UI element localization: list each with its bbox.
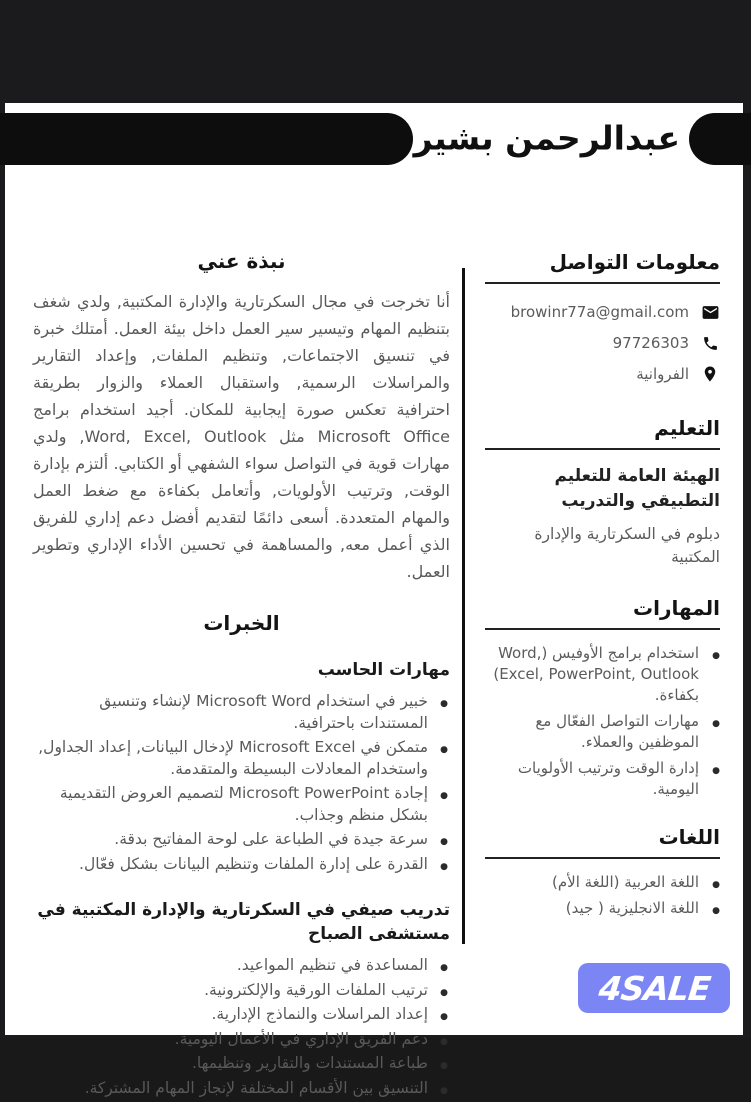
cv-paper bbox=[5, 103, 743, 1097]
contact-location-value: الفروانية bbox=[636, 365, 689, 383]
contact-email-value: browinr77a@gmail.com bbox=[510, 303, 689, 321]
content bbox=[5, 165, 743, 1102]
section-languages bbox=[485, 826, 720, 919]
experience-computer-skills bbox=[33, 658, 450, 875]
computer-skills-list bbox=[33, 691, 450, 875]
list-item: ● خبير في استخدام Microsoft Word لإنشاء وتنسيق المستندات باحترافية. bbox=[33, 691, 450, 734]
skills-list bbox=[485, 643, 720, 800]
section-contact bbox=[485, 251, 720, 385]
contact-row-email bbox=[485, 301, 720, 323]
list-item: ● المساعدة في تنظيم المواعيد. bbox=[33, 955, 450, 977]
experience-title: الخبرات bbox=[203, 611, 280, 635]
list-item: ● إجادة Microsoft PowerPoint لتصميم العروض التقديمية بشكل منظم وجذاب. bbox=[33, 783, 450, 826]
contact-rows bbox=[485, 301, 720, 385]
list-item: ● مهارات التواصل الفعّال مع الموظفين والعملاء. bbox=[485, 711, 720, 753]
list-item: ● سرعة جيدة في الطباعة على لوحة المفاتيح بدقة. bbox=[33, 829, 450, 851]
list-item: ● دعم الفريق الإداري في الأعمال اليومية. bbox=[33, 1029, 450, 1051]
column-divider bbox=[462, 268, 465, 944]
education-title: التعليم bbox=[485, 417, 720, 450]
banner-right-cap bbox=[689, 113, 751, 165]
languages-list bbox=[485, 872, 720, 919]
person-name: عبدالرحمن بشير bbox=[413, 118, 680, 158]
about-title: نبذة عني bbox=[197, 249, 286, 273]
list-item: ● إعداد المراسلات والنماذج الإدارية. bbox=[33, 1004, 450, 1026]
languages-title: اللغات bbox=[485, 826, 720, 859]
list-item: ● التنسيق بين الأقسام المختلفة لإنجاز المهام المشتركة. bbox=[33, 1078, 450, 1100]
skills-title: المهارات bbox=[485, 597, 720, 630]
sidebar bbox=[465, 165, 743, 924]
list-item: ● اللغة الانجليزية ( جيد) bbox=[485, 898, 720, 919]
list-item: ● إدارة الوقت وترتيب الأولويات اليومية. bbox=[485, 758, 720, 800]
computer-skills-heading: مهارات الحاسب bbox=[317, 660, 450, 680]
location-icon bbox=[700, 364, 720, 384]
list-item: ● استخدام برامج الأوفيس (Word, Excel, PowerPoint, Outlook) بكفاءة. bbox=[485, 643, 720, 706]
contact-row-phone bbox=[485, 332, 720, 354]
list-item: ● القدرة على إدارة الملفات وتنظيم البيانات بشكل فعّال. bbox=[33, 854, 450, 876]
name-banner bbox=[5, 113, 743, 165]
experience-summer-training bbox=[33, 898, 450, 1099]
list-item: ● اللغة العربية (اللغة الأم) bbox=[485, 872, 720, 893]
education-degree: دبلوم في السكرتارية والإدارة المكتبية bbox=[534, 525, 720, 566]
list-item: ● ترتيب الملفات الورقية والإلكترونية. bbox=[33, 980, 450, 1002]
contact-row-location bbox=[485, 363, 720, 385]
4sale-logo-text: 4SALE bbox=[596, 968, 712, 1008]
contact-phone-value: 97726303 bbox=[612, 334, 689, 352]
section-education bbox=[485, 417, 720, 569]
summer-training-list bbox=[33, 955, 450, 1099]
email-icon bbox=[700, 302, 720, 322]
4sale-logo[interactable] bbox=[578, 963, 730, 1013]
section-skills bbox=[485, 597, 720, 800]
list-item: ● متمكن في Microsoft Excel لإدخال البيانات, إعداد الجداول, واستخدام المعادلات البسيطة والمتقدمة. bbox=[33, 737, 450, 780]
phone-icon bbox=[700, 333, 720, 353]
summer-training-heading: تدريب صيفي في السكرتارية والإدارة المكتبية في مستشفى الصباح bbox=[37, 900, 450, 944]
about-text: أنا تخرجت في مجال السكرتارية والإدارة المكتبية, ولدي شغف بتنظيم المهام وتيسير سير العمل داخل بيئة العمل. أمتلك خبرة في تنسيق الاجتماعات, وتنظيم الملفات, وإعداد التقارير والمراسلات الرسمية, واستقبال العملاء والزوار بطريقة احترافية تعكس صورة إيجابية للمكان. أجيد استخدام برامج Microsoft Office مثل Word, Excel, Outlook, ولدي مهارات قوية في التواصل سواء الشفهي أو الكتابي. ألتزم بإدارة الوقت, وترتيب الأولويات, وأتعامل بكفاءة مع ضغط العمل والمهام المتعددة. أسعى دائمًا لتقديم أفضل دعم إداري للفريق الذي أعمل معه, والمساهمة في تحسين الأداء الإداري وتطوير العمل. bbox=[33, 292, 451, 581]
contact-title: معلومات التواصل bbox=[485, 251, 720, 284]
main-column bbox=[8, 165, 465, 1102]
education-institution: الهيئة العامة للتعليم التطبيقي والتدريب bbox=[554, 466, 720, 511]
banner-left-pill bbox=[0, 113, 413, 165]
list-item: ● طباعة المستندات والتقارير وتنظيمها. bbox=[33, 1053, 450, 1075]
